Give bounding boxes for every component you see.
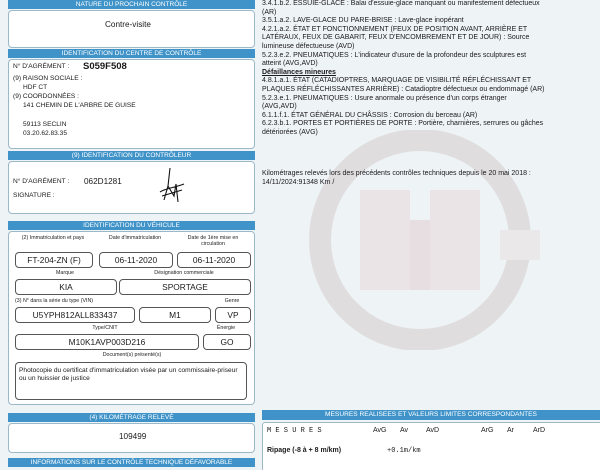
first-date-caption: Date de 1ère mise en circulation (187, 235, 239, 247)
defect-line: 3.5.1.a.2. LAVE-GLACE DU PARE-BRISE : Lave-glace inopérant (262, 17, 464, 25)
measure-column-label: Av (400, 427, 409, 434)
centre-header: IDENTIFICATION DU CENTRE DE CONTRÔLE (8, 49, 255, 58)
controleur-box (8, 161, 255, 214)
defect-line: détériorées (AVG) (262, 129, 318, 136)
coordonnees-label: (9) COORDONNÉES : (13, 93, 79, 100)
defect-line: lumineuse défectueuse (AVD) (262, 43, 355, 50)
documents-caption: Document(s) présenté(s) (102, 352, 162, 358)
address-line-1: 141 CHEMIN DE L'ARBRE DE GUISE (23, 102, 136, 109)
defect-line: LATÉRAUX, FEUX DE GABARIT, FEUX D'ENCOMBREMENT ET DE JOUR) : Source (262, 34, 530, 42)
defect-line: 4.2.1.a.2. ÉTAT ET FONCTIONNEMENT (FEUX DE POSITION AVANT, ARRIÈRE ET (262, 25, 528, 33)
genre-field: VP (215, 307, 251, 323)
ripage-label: Ripage (-8 à + 8 m/km) (267, 447, 342, 454)
immat-caption: (2) Immatriculation et pays (21, 235, 85, 241)
designation-field: SPORTAGE (119, 279, 251, 295)
defect-line: 6.1.1.f.1. ÉTAT GÉNÉRAL DU CHÂSSIS : Corrosion du berceau (AR) (262, 111, 478, 119)
energie-field: GO (203, 334, 251, 350)
measure-column-label: AvD (426, 427, 440, 434)
next-visit-value: Contre-visite (105, 20, 151, 29)
km-history-note: Kilométrages relevés lors des précédents contrôles techniques depuis le 20 mai 2018 : (262, 170, 531, 177)
measure-column-label: Ar (507, 427, 514, 434)
phone-number: 03.20.62.83.35 (23, 130, 67, 137)
energie-caption: Énergie (216, 325, 236, 331)
measures-title: M E S U R E S (267, 427, 322, 435)
controleur-agrement-label: N° D'AGRÉMENT : (13, 178, 70, 185)
marque-caption: Marque (56, 270, 74, 276)
genre-caption: Genre (224, 298, 240, 304)
right-column (262, 0, 600, 470)
defect-line: (AR) (262, 8, 277, 16)
first-date-field: 06-11-2020 (177, 252, 251, 268)
marque-field: KIA (15, 279, 117, 295)
category-field: M1 (139, 307, 211, 323)
vin-caption: (3) N° dans la série du type (VIN) (15, 298, 94, 304)
type-caption: Type/CNIT (92, 325, 118, 331)
defect-line: PLAQUES RÉFLÉCHISSANTES ARRIÈRE) : Catadioptre défectueux ou endommagé (AR) (262, 86, 545, 93)
raison-sociale-label: (9) RAISON SOCIALE : (13, 75, 83, 82)
next-visit-box (8, 10, 255, 48)
defect-line: atteint (AVG,AVD) (262, 60, 318, 68)
defect-line: 3.4.1.b.2. ESSUIE-GLACE : Balai d'essuie-glace manquant ou manifestement défectueux (262, 0, 540, 7)
immat-date-caption: Date d'immatriculation (108, 235, 162, 241)
next-visit-header: NATURE DU PROCHAIN CONTRÔLE (8, 0, 255, 9)
designation-caption: Désignation commerciale (154, 270, 214, 276)
measures-box (262, 422, 600, 470)
centre-agrement-label: N° D'AGRÉMENT : (13, 63, 70, 70)
vehicule-box (8, 231, 255, 405)
measure-column-label: ArD (533, 427, 546, 434)
ripage-value: +0.1m/km (387, 447, 421, 455)
defect-line: 4.8.1.a.1. ÉTAT (CATADIOPTRES, MARQUAGE DE VISIBILITÉ RÉFLÉCHISSANT ET (262, 77, 532, 85)
defect-line: 5.2.3.e.1. PNEUMATIQUES : Usure anormale ou présence d'un corps étranger (262, 94, 507, 102)
type-field: M10K1AVP003D216 (15, 334, 199, 350)
centre-box (8, 59, 255, 149)
defect-line: 5.2.3.e.2. PNEUMATIQUES : L'indicateur d'usure de la profondeur des sculptures est (262, 51, 527, 59)
vin-field: U5YPH812ALL833437 (15, 307, 135, 323)
immat-date-field: 06-11-2020 (99, 252, 173, 268)
centre-agrement-value: S059F508 (83, 61, 127, 72)
km-value: 109499 (119, 432, 147, 441)
raison-sociale-value: HDF CT (23, 84, 48, 91)
signature-label: SIGNATURE : (13, 192, 55, 199)
address-line-2: 59113 SECLIN (23, 121, 67, 128)
handwritten-signature (154, 166, 188, 208)
vehicule-header: IDENTIFICATION DU VÉHICULE (8, 221, 255, 230)
bottom-info-header: INFORMATIONS SUR LE CONTRÔLE TECHNIQUE DÉFAVORABLE (8, 458, 255, 467)
km-history-value: 14/11/2024:91348 Km / (262, 179, 335, 186)
measure-column-label: ArG (481, 427, 494, 434)
measure-column-label: AvG (373, 427, 387, 434)
controleur-agrement-value: 062D1281 (84, 177, 122, 186)
immatriculation-field: FT-204-ZN (F) (15, 252, 93, 268)
defect-line: (AVG,AVD) (262, 103, 297, 111)
defect-line: Défaillances mineures (262, 68, 336, 76)
left-column (8, 0, 255, 470)
km-header: (4) KILOMÉTRAGE RELEVÉ (8, 413, 255, 422)
measures-header: MESURES REALISEES ET VALEURS LIMITES CORRESPONDANTES (262, 410, 600, 420)
km-box (8, 423, 255, 453)
defect-line: 6.2.3.b.1. PORTES ET PORTIÈRES DE PORTE : Portière, charnières, serrures ou gâches (262, 120, 544, 128)
controleur-header: (9) IDENTIFICATION DU CONTRÔLEUR (8, 151, 255, 160)
documents-field: Photocopie du certificat d'immatriculation visée par un commissaire-priseur ou un huissier de justice (15, 362, 247, 400)
